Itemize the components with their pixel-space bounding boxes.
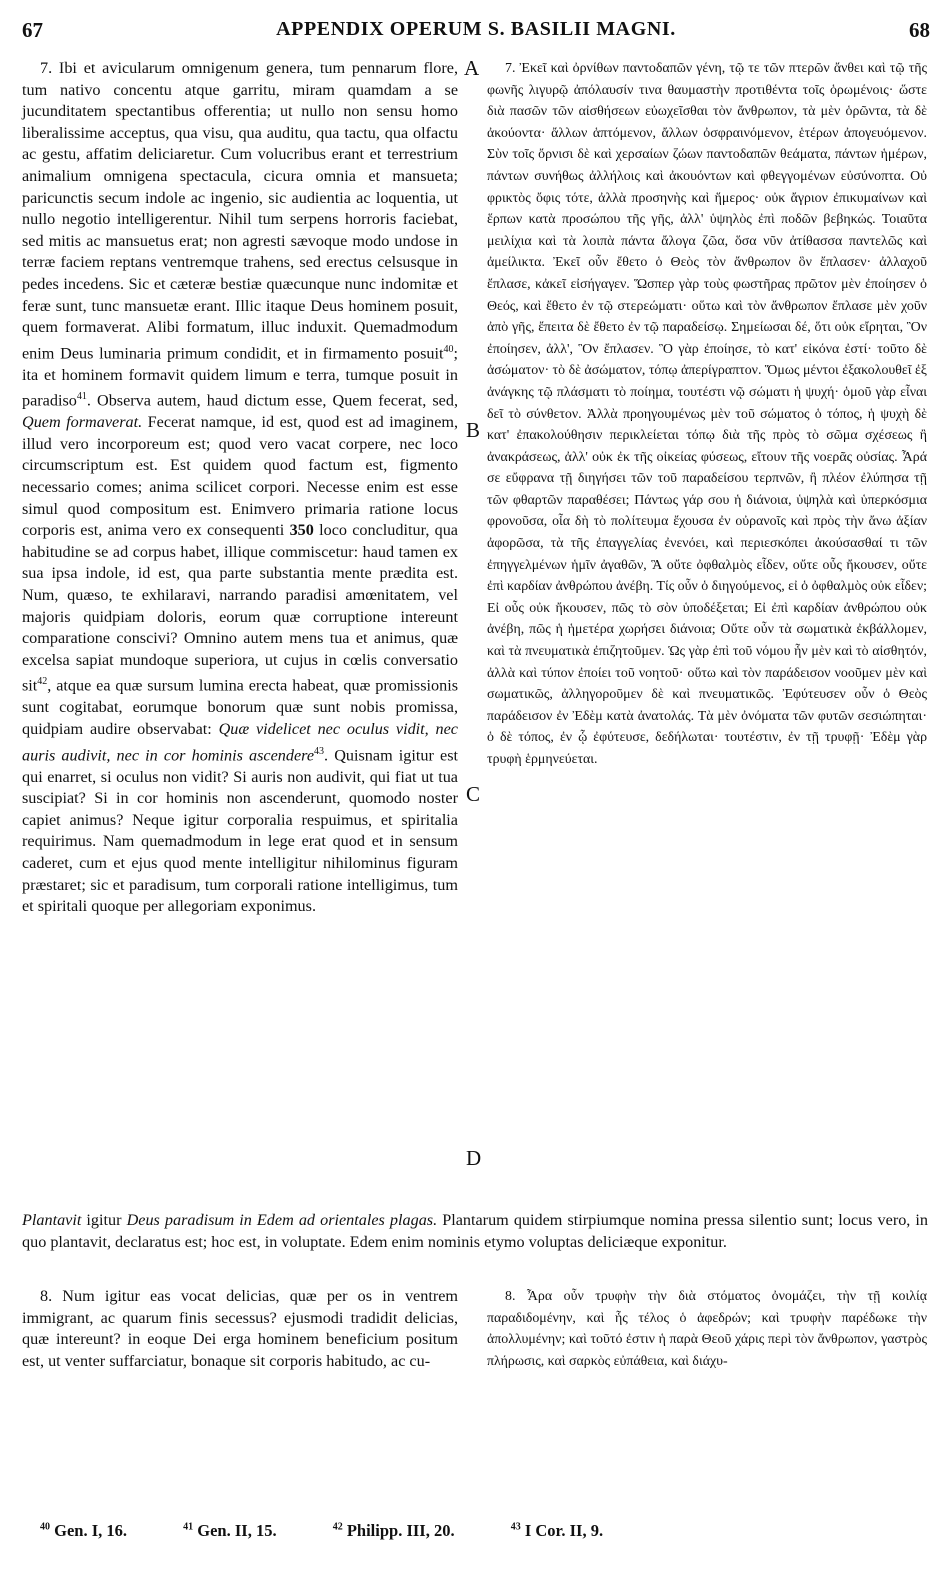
greek-paragraph-8: 8. Ἆρα οὖν τρυφὴν τὴν διὰ στόματος ὀνομάζει, τὴν τῇ κοιλίᾳ παραδιδομένην, καὶ ἧς τέλος ὁ ἀφεδρών; καὶ τρυφὴν παρέδωκε τὴν ἀπολλυμένην; καὶ τοῦτό ἐστιν ἡ παρὰ Θεοῦ χάρις περὶ τὸν ἄνθρωπον, γαστρὸς πλήρωσις, καὶ σαρκὸς εὐπάθεια, καὶ διάχυ-	[487, 1289, 927, 1369]
column-number: 350	[289, 521, 314, 540]
greek-column	[487, 58, 927, 771]
italic-deus-paradisum: Deus paradisum in Edem ad orientales plagas.	[126, 1211, 438, 1229]
latin-column-par8	[22, 1286, 458, 1372]
latin-fullwidth-continuation	[22, 1210, 928, 1253]
right-page-number: 68	[909, 18, 930, 42]
italic-plantavit: Plantavit	[22, 1211, 82, 1229]
greek-column-par8	[487, 1286, 927, 1372]
footnote-40: $^{40}$ Gen. I, 16.	[40, 1521, 128, 1540]
latin-paragraph-7-end: Plantavit igitur Deus paradisum in Edem ad orientales plagas. Plantarum quidem stirpiumque nomina pressa silentio sunt; locus vero, in quo plantavit, declaratus est; hoc est, in voluptate. Edem enim nominis etymo voluptas deliciæque exponitur.	[22, 1211, 929, 1251]
margin-letter-a: A	[464, 56, 480, 80]
footnote-ref-42: 42	[37, 676, 48, 688]
greek-paragraph-7: 7. Ἐκεῖ καὶ ὀρνίθων παντοδαπῶν γένη, τῷ τε τῶν πτερῶν ἄνθει καὶ τῷ τῆς φωνῆς λιγυρῷ ἀπόλαυσίν τινα θαυμαστὴν προτιθέντα τοῖς ὁρωμένοις· ὥστε διὰ πασῶν τῶν αἰσθήσεων εὐωχεῖσθαι τὸν ἄνθρωπον, τὰ μὲν ὁρῶντα, τὰ δὲ ἀκούοντα· ἄλλων ἁπτόμενον, ἄλλων ὀσφραινόμενον, ἑτέρων ἀπογευόμενον. Σὺν τοῖς ὄρνισι δὲ καὶ χερσαίων ζώων παντοδαπῶν θεάματα, πάντων ἡμέρων, πάντων συνήθως ἀλλήλοις καὶ ἀκουόντων καὶ φθεγγομένων εὐσύνοπτα. Οὐ φρικτὸς ὄφις τότε, ἀλλὰ προσηνὴς καὶ ἥμερος· οὐκ ἄγριον ἐπικυμαίνων καὶ ἕρπων κατὰ προσώπου τῆς γῆς, ἀλλ' ὑψηλὸς ἐπὶ ποδῶν βεβηκώς. Τοιαῦτα μειλίχια καὶ τὰ λοιπὰ πάντα ἄλογα ζῶα, ὅσα νῦν ἀτίθασσα παντελῶς καὶ ἀμείλικτα. Ἐκεῖ οὖν ἔθετο ὁ Θεὸς τὸν ἄνθρωπον ὃν ἔπλασεν· ἀλλαχοῦ ἔπλασε, κἀκεῖ εἰσήγαγεν. Ὥσπερ γὰρ τοὺς φωστῆρας πρῶτον μὲν ἐποίησεν ὁ Θεός, καὶ ἔθετο ἐν τῷ στερεώματι· οὕτω καὶ τὸν ἄνθρωπον ἔπλασε μὲν χοῦν ἀπὸ γῆς, ἔπειτα δὲ ἔθετο ἐν τῷ παραδείσῳ. Σημείωσαι δέ, ὅτι οὐκ εἴρηται, Ὃν ἐποίησεν, ἀλλ', Ὃν ἔπλασεν. Ὃ γὰρ ἐποίησε, τὸ κατ' εἰκόνα ἐστί· τοῦτο δὲ ἀσώματον· τὸ δὲ ἀσώματον, τόπῳ ἀπερίγραπτον. Ὅμως μέντοι ἐξακολουθεῖ ἐξ ἀνάγκης τῷ πλάσματι τὸ ποίημα, τουτέστι νῷ σώματι ἡ ψυχή· ὁμοῦ γὰρ εἶναι δεῖ τὸ σύνθετον. Ἀλλὰ προηγουμένως μὲν τοῦ σώματος ὁ τόπος, ἡ ψυχὴ δὲ κατ' ἐπακολούθησιν περικλείεται τόπῳ διὰ τῆς πρὸς τὸ σῶμα σχέσεως ἢ ἀνακράσεως, ἀλλ' οὐκ ἐκ τῆς οἰκείας φύσεως, εἴτουν τῆς νοερᾶς οὐσίας. Ἆρά σε εὔφρανα τῇ διηγήσει τῶν τοῦ παραδείσου τερπνῶν, ἢ πλέον ἐλύπησα τῇ τῶν φθαρτῶν παραθέσει; Πάντως γάρ σου ἡ διάνοια, ὑψηλὰ καὶ ὑπερκόσμια φρονοῦσα, οἷα δὴ τὸ πολίτευμα ἔχουσα ἐν οὐρανοῖς καὶ πρὸς τὴν ἄνω ἀξίαν ἀφορῶσα, τὰ τῆς ἐπαγγελίας ἐνενόει, καὶ περιεσκόπει ἀκούσασθαί τι τῶν ἐπηγγελμένων ἡμῖν ἀγαθῶν, Ἃ οὔτε ὀφθαλμὸς εἶδεν, οὔτε οὖς ἤκουσεν, οὔτε ἐπὶ καρδίαν ἀνθρώπου ἀνέβη. Τίς οὖν ὁ διηγούμενος, εἰ ὁ ὀφθαλμὸς οὐκ εἶδεν; Εἰ οὖς οὐκ ἤκουσεν, πῶς τὸ σὸν ὑποδέξεται; Εἰ ἐπὶ καρδίαν ἀνθρώπου οὐκ ἀνέβη, πῶς ἡ ἡμετέρα χωρήσει διάνοια; Οὔτε οὖν τὰ σωματικὰ ἐκβάλλομεν, καὶ τὰ πνευματικὰ ἐπιζητοῦμεν. Ὡς γὰρ ἐπὶ τοῦ νόμου ἦν μὲν καὶ τὸ αἰσθητόν, ἀλλὰ καὶ τύπον ἐποίει τοῦ νοητοῦ· οὕτω καὶ τὸν παράδεισον νοοῦμεν μὲν καὶ σωματικῶς, ἀλληγοροῦμεν δὲ καὶ πνευματικῶς. Ἐφύτευσεν οὖν ὁ Θεὸς παράδεισον ἐν Ἐδὲμ κατὰ ἀνατολάς. Τὰ μὲν ὀνόματα τῶν φυτῶν σεσιώπηται· ὁ δὲ τόπος, ἐν ᾧ ἐφύτευσε, δεδήλωται· τουτέστιν, ἐν τῇ τρυφῇ· Ἐδὲμ γὰρ τρυφὴ ἑρμηνεύεται.	[487, 61, 927, 767]
italic-quem-formaverat: Quem formaverat.	[22, 413, 143, 432]
footnote-ref-41: 41	[76, 391, 87, 403]
margin-letter-d: D	[466, 1146, 482, 1170]
latin-column	[22, 58, 458, 918]
left-page-number: 67	[22, 18, 43, 42]
footnote-43: $^{43}$ I Cor. II, 9.	[510, 1521, 604, 1540]
running-title: APPENDIX OPERUM S. BASILII MAGNI.	[276, 18, 676, 40]
latin-paragraph-8: 8. Num igitur eas vocat delicias, quæ per os in ventrem immigrant, ac quarum finis secessus? ejusmodi tradidit delicias, quæ intereunt? in eoque Dei erga hominem beneficium positum est, ut venter suffarciatur, bonaque sit corporis habitudo, ac cu-	[22, 1287, 458, 1370]
margin-letter-c: C	[466, 782, 481, 806]
italic-quote-oculus: Quæ videlicet nec oculus vidit, nec auris audivit, nec in cor hominis ascendere	[22, 719, 458, 764]
footnote-ref-40: 40	[443, 343, 454, 355]
footnotes	[40, 1521, 932, 1541]
footnote-41: $^{41}$ Gen. II, 15.	[183, 1521, 277, 1540]
footnote-42: $^{42}$ Philipp. III, 20.	[332, 1521, 455, 1540]
running-header	[14, 14, 938, 48]
margin-letter-b: B	[466, 418, 481, 442]
footnote-ref-43: 43	[314, 745, 325, 757]
latin-paragraph-7: 7. Ibi et avicularum omnigenum genera, tum pennarum flore, tum nativo concentu atque garritu, miram quamdam a se jucunditatem spectantibus offerentia; ut nullo non sensu homo liberalissime acceptus, qua visu, qua auditu, qua tactu, qua olfactu ac gestu, affatim deliciaretur. Cum volucribus erant et terrestrium animalium omnigena spectacula, cicura omnia et mansueta; paricunctis secum indole ac ingenio, sic audientia ac loquentia, ut nullo negotio intelligerentur. Nihil tum serpens horroris faciebat, sed mitis ac mansuetus erat; non agresti sævoque modo undose in terræ faciem reptans ventremque trahens, sed erectus celsusque in pedes incedens. Sic et cæteræ bestiæ quæcunque nunc indomitæ et feræ sunt, tunc mansuetæ erant. Illic itaque Deus hominem posuit, quem formaverat. Alibi formatum, illuc induxit. Quemadmodum enim Deus luminaria primum condidit, et in firmamento posuit$^{40}$; ita et hominem formavit quidem limum e terra, tumque posuit in paradiso$^{41}$. Observa autem, haud dictum esse, Quem fecerat, sed, Quem formaverat. Fecerat namque, id est, quod est ad imaginem, illud vero incorporeum est; quod vero vacat corpere, nec loco circumscriptum est. Est quidem quod factum est, figmento necessario comes; anima scilicet corpori. Necesse enim est esse simul quod compositum est. Enimvero primaria ratione locus corporis est, anima vero ex consequenti 350 loco concluditur, qua habitudine se ad corpus habet, illique commiscetur: haud tamen ex sua ipsa indole, id est, qua parte substantia mente prædita est. Num, quæso, te exhilaravi, narrando paradisi amœnitatem, vel majoris quidpiam doloris, eorum quæ corruptione intereunt comparatione conscivi? Omnino autem mens tua et animus, quæ excelsa sapiat mundoque superiora, ut cujus in cœlis conversatio sit$^{42}$, atque ea quæ sursum lumina erecta habeat, quæ promissionis sunt cogitabat, eorumque bonorum quæ sunt nobis promissa, quidpiam audire observabat: Quæ videlicet nec oculus vidit, nec auris audivit, nec in cor hominis ascendere$^{43}$. Quisnam igitur est qui enarret, si oculus non vidit? Si auris non audivit, qui fiat ut tua suscipiat? Si in cor hominis non ascenderunt, quomodo noster capiet animus? Neque igitur corporalia respuimus, et spiritalia requirimus. Nam quemadmodum in lege erat quod et in sensum caderet, cum et ejus quod mente intelligitur nihilominus figuram præstaret; sic et paradisum, tum corporali ratione intelligimus, tum et spiritali quoque per allegoriam exponimus.	[22, 59, 459, 916]
